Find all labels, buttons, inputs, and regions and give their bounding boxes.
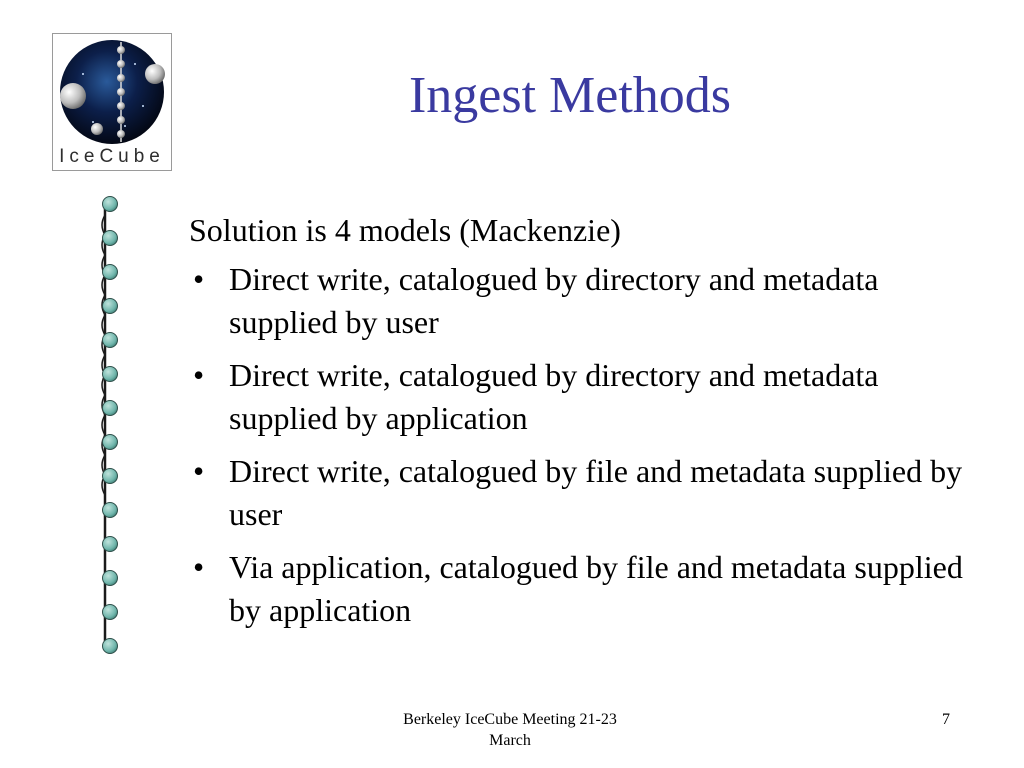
list-item [189,546,969,632]
bullet-text: Direct write, catalogued by directory and metadata supplied by user [229,261,879,340]
sensor-icon [103,537,118,552]
slide-title: Ingest Methods [408,67,732,124]
icecube-globe-icon [53,34,171,146]
sensor-icon [103,639,118,654]
sensor-icon [103,503,118,518]
sensor-icon [103,401,118,416]
bullet-text: Via application, catalogued by file and metadata supplied by application [229,549,963,628]
bullet-icon: • [193,453,205,489]
list-item [189,450,969,536]
bullet-icon: • [193,549,205,585]
sensor-icon [103,367,118,382]
list-item [189,354,969,440]
sensor-icon [103,265,118,280]
sensor-icon [103,469,118,484]
slide-body [189,209,969,642]
bullet-icon: • [193,261,205,297]
lead-text: Solution is 4 models (Mackenzie) [189,212,621,248]
sensor-icon [103,571,118,586]
sensor-icon [103,299,118,314]
bullet-text: Direct write, catalogued by file and metadata supplied by user [229,453,963,532]
sensor-icon [103,197,118,212]
bullet-icon: • [193,357,205,393]
sensor-icon [103,435,118,450]
sensor-icon [103,231,118,246]
icecube-logo [52,33,172,171]
footer-text [360,709,660,751]
list-item [189,258,969,344]
sensor-icon [103,605,118,620]
sensor-icon [103,333,118,348]
detector-string-graphic [92,195,128,663]
logo-wordmark: IceCube [59,146,165,167]
page-number: 7 [942,711,950,728]
footer-line-1: Berkeley IceCube Meeting 21-23 [403,711,617,728]
footer-line-2: March [489,732,531,749]
bullet-text: Direct write, catalogued by directory and metadata supplied by application [229,357,879,436]
bullet-list [189,258,969,632]
